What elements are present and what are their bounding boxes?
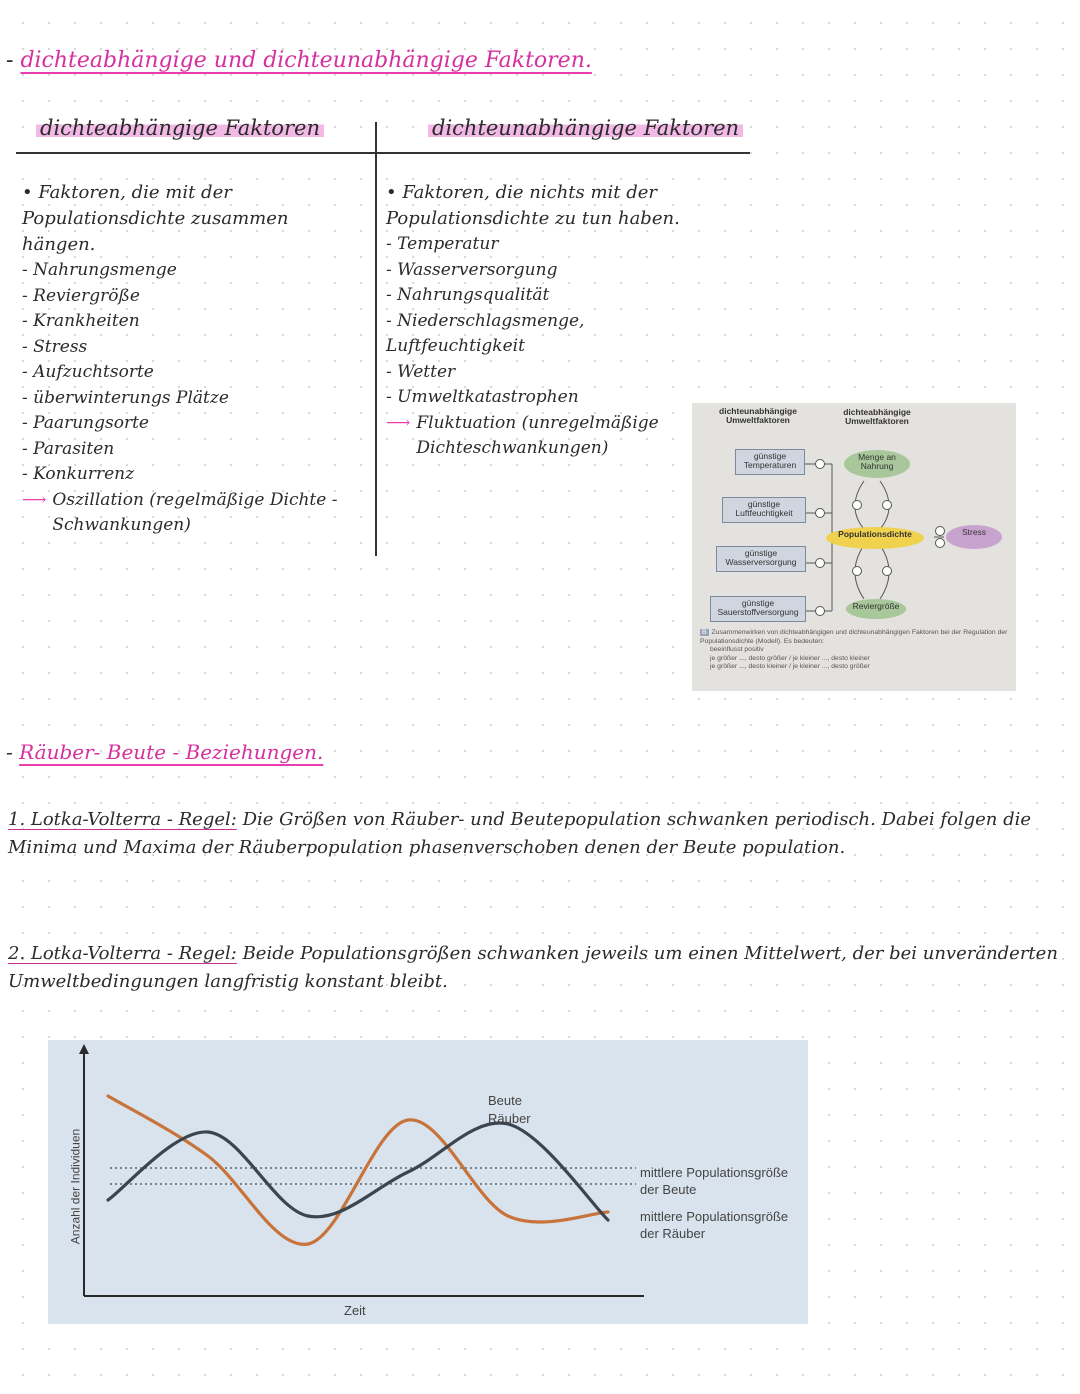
right-item: - Temperatur xyxy=(386,232,716,258)
right-column-title-text: dichteunabhängige Faktoren xyxy=(428,116,743,140)
right-column-body xyxy=(386,180,716,461)
box-oxygen: günstige Sauerstoffversorgung xyxy=(710,596,806,622)
right-arrow-note xyxy=(386,411,686,461)
figure-caption xyxy=(700,629,1014,672)
rule1-text: Die Größen von Räuber- und Beutepopulation schwanken periodisch. Dabei folgen die Minima und Maxima der Räuberpopulation phasenverschoben denen der Beute population. xyxy=(8,809,1032,858)
rule1-label: 1. Lotka-Volterra - Regel: xyxy=(8,809,237,830)
caption-number: B xyxy=(702,629,707,636)
figure-header-independent: dichteunabhängige Umweltfaktoren xyxy=(719,406,797,425)
right-intro: • Faktoren, die nichts mit der Populationsdichte zu tun haben. xyxy=(386,182,680,229)
left-item: - Nahrungsmenge xyxy=(22,258,352,284)
rule1 xyxy=(8,806,1068,862)
rule2 xyxy=(8,940,1068,996)
prey-curve xyxy=(108,1096,608,1244)
box-humidity: günstige Luftfeuchtigkeit xyxy=(722,497,806,523)
left-item: - Konkurrenz xyxy=(22,462,352,488)
chart-axes xyxy=(79,1044,644,1296)
box-water: günstige Wasserversorgung xyxy=(716,546,806,572)
legend-positive: beeinflusst positiv xyxy=(710,646,764,653)
section-heading-density-factors: - dichteabhängige und dichteunabhängige Faktoren. xyxy=(6,48,592,73)
left-factor-list xyxy=(22,258,352,488)
right-factor-list xyxy=(386,232,716,411)
arrow-icon: ⟶ xyxy=(386,412,411,433)
left-item: - Krankheiten xyxy=(22,309,352,335)
density-factors-figure xyxy=(692,403,1016,691)
left-item: - Stress xyxy=(22,335,352,361)
heading2-text: Räuber- Beute - Beziehungen. xyxy=(19,740,324,764)
right-item: - Nahrungsqualität xyxy=(386,283,716,309)
right-arrow-note-text: Fluktuation (unregelmäßige Dichteschwankungen) xyxy=(416,412,659,458)
right-item: - Wetter xyxy=(386,360,716,386)
legend-prey: Beute xyxy=(488,1093,522,1108)
predator-curve xyxy=(108,1123,608,1220)
right-column-title xyxy=(428,116,743,140)
heading1-text: dichteabhängige und dichteunabhängige Faktoren. xyxy=(20,48,592,73)
legend-opposite-direction: je größer ..., desto kleiner / je kleiner ..., desto größer xyxy=(710,663,870,670)
oval-population-density: Populationsdichte xyxy=(826,527,924,549)
rule2-text: Beide Populationsgrößen schwanken jeweils um einen Mittelwert, der bei unveränderten Umweltbedingungen langfristig konstant bleibt. xyxy=(8,943,1058,992)
right-item: - Wasserversorgung xyxy=(386,258,716,284)
mean-label-predator: mittlere Populationsgröße der Räuber xyxy=(640,1209,789,1241)
left-item: - überwinterungs Plätze xyxy=(22,386,352,412)
caption-text: Zusammenwirken von dichteabhängigen und dichteunabhängigen Faktoren bei der Regulation der Populationsdichte (Modell). Es bedeuten: xyxy=(700,629,1008,645)
table-horizontal-rule xyxy=(16,152,750,154)
left-item: - Aufzuchtsorte xyxy=(22,360,352,386)
predator-prey-chart xyxy=(48,1040,808,1324)
section-heading-predator-prey: - Räuber- Beute - Beziehungen. xyxy=(6,740,324,764)
left-item: - Reviergröße xyxy=(22,284,352,310)
left-item: - Parasiten xyxy=(22,437,352,463)
left-item: - Paarungsorte xyxy=(22,411,352,437)
y-axis-arrow xyxy=(79,1044,89,1054)
left-arrow-note xyxy=(22,488,352,538)
mean-label-prey: mittlere Populationsgröße der Beute xyxy=(640,1165,789,1197)
box-temperature: günstige Temperaturen xyxy=(735,449,805,475)
y-axis-label: Anzahl der Individuen xyxy=(68,1128,83,1245)
left-column-title-text: dichteabhängige Faktoren xyxy=(36,116,324,140)
right-item: - Umweltkatastrophen xyxy=(386,385,716,411)
figure-header-dependent: dichteabhängige Umweltfaktoren xyxy=(843,407,911,426)
oval-stress: Stress xyxy=(946,525,1002,549)
legend-same-direction: je größer ..., desto größer / je kleiner ..., desto kleiner xyxy=(710,654,870,662)
oval-food: Menge an Nahrung xyxy=(844,450,910,478)
left-intro: • Faktoren, die mit der Populationsdichte zusammen hängen. xyxy=(22,182,289,255)
arrow-icon: ⟶ xyxy=(22,489,47,510)
oval-territory: Reviergröße xyxy=(846,599,906,619)
right-item: - Niederschlagsmenge, Luftfeuchtigkeit xyxy=(386,309,716,360)
legend-predator: Räuber xyxy=(488,1111,531,1126)
x-axis-label: Zeit xyxy=(344,1303,366,1318)
rule2-label: 2. Lotka-Volterra - Regel: xyxy=(8,943,237,964)
table-vertical-rule xyxy=(375,122,377,556)
chart-series xyxy=(108,1096,608,1244)
left-column-body xyxy=(22,180,352,538)
left-column-title xyxy=(36,116,324,140)
chart-mean-lines xyxy=(110,1168,636,1184)
left-arrow-note-text: Oszillation (regelmäßige Dichte - Schwankungen) xyxy=(52,489,338,535)
